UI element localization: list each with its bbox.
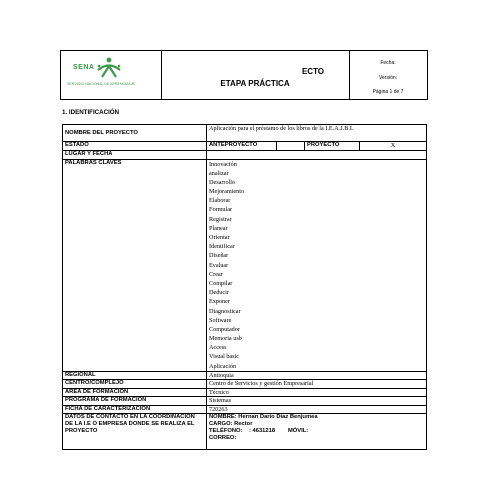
lugar-value: [207, 150, 427, 159]
logo-subtitle: SERVICIO NACIONAL DE APRENDIZAJE: [67, 82, 135, 86]
meta-cell: [349, 51, 427, 99]
keyword-item: Innovación: [209, 160, 237, 168]
telefono-value: : 4631218: [248, 428, 276, 435]
centro-label: CENTRO/COMPLEJO: [63, 380, 207, 389]
keywords-list: [209, 160, 424, 371]
logo-wordmark: SENA: [73, 64, 95, 71]
keyword-item: Aplicación: [209, 362, 237, 370]
keyword-item: Planear: [209, 224, 228, 232]
contacto-cargo: CARGO: Rector: [209, 421, 253, 428]
contacto-label: DATOS DE CONTACTO EN LA COORDINACIÓN DE LA I.E O EMPRESA DONDE SE REALIZA EL PROYECTO: [63, 414, 207, 450]
contacto-nombre: NOMBRE: Hernan Darío Díaz Benjumea: [209, 414, 318, 421]
fecha-label: Fecha:: [380, 60, 396, 66]
keyword-item: Compilar: [209, 279, 233, 287]
identification-table: [62, 124, 427, 450]
document-header: [60, 50, 428, 100]
proyecto-mark: X: [360, 142, 427, 151]
ficha-value: 720263: [207, 405, 427, 414]
title-line-1: ECTO: [301, 67, 325, 76]
contacto-telefono: [209, 428, 424, 435]
contacto-correo: CORREO:: [209, 435, 237, 442]
telefono-label: TELÉFONO:: [209, 428, 243, 435]
keyword-item: Orientar: [209, 234, 230, 241]
title-line-2: ETAPA PRÁCTICA: [220, 79, 290, 88]
keyword-item: Diseñar: [209, 252, 229, 260]
nombre-label: NOMBRE DEL PROYECTO: [63, 125, 207, 142]
anteproyecto-label: ANTEPROYECTO: [207, 142, 277, 151]
anteproyecto-mark: [277, 142, 305, 151]
keyword-item: analizar: [209, 169, 229, 177]
contacto-value: [207, 414, 427, 450]
keyword-item: Elaborar: [209, 197, 231, 205]
keyword-item: Access: [209, 344, 227, 352]
nombre-value: Aplicación para el préstamo de los libros de la I.E.A.J.B.L: [207, 125, 427, 142]
keyword-item: Diagnosticar: [209, 307, 241, 315]
keyword-item: Computador: [209, 325, 240, 333]
proyecto-label: PROYECTO: [305, 142, 360, 151]
keyword-item: Formular: [209, 206, 233, 214]
lugar-label: LUGAR Y FECHA: [63, 150, 207, 159]
programa-label: PROGRAMA DE FORMACIÓN: [63, 397, 207, 406]
ficha-label: FICHA DE CARACTERIZACIÓN: [63, 405, 207, 414]
keyword-item: Evaluar: [209, 261, 229, 269]
keyword-item: Mejoramiento: [209, 188, 245, 196]
page-number: Página 1 de 7: [372, 89, 404, 95]
keyword-item: Crear: [209, 270, 223, 278]
keyword-item: Registrar: [209, 215, 232, 223]
area-value: Técnico: [207, 388, 427, 397]
keyword-item: Identificar: [209, 243, 235, 251]
estado-label: ESTADO: [63, 142, 207, 151]
title-cell: [161, 51, 350, 99]
programa-value: Sistemas: [207, 397, 427, 406]
regional-value: Antioquia: [207, 371, 427, 380]
section-heading: 1. IDENTIFICACIÓN: [62, 109, 120, 116]
keyword-item: Software: [209, 316, 232, 324]
keyword-item: Memoria usb: [209, 335, 242, 343]
centro-value: Centro de Servicios y gestión Empresarial: [207, 380, 427, 389]
regional-label: REGIONAL: [63, 371, 207, 380]
version-label: Versión:: [378, 75, 398, 81]
movil-label: MÓVIL:: [287, 428, 309, 435]
keyword-item: Deducir: [209, 289, 229, 297]
area-label: ÁREA DE FORMACIÓN: [63, 388, 207, 397]
keywords-cell: [207, 159, 427, 371]
keyword-item: Exponer: [209, 298, 230, 306]
sena-logo-icon: [95, 57, 123, 79]
keyword-item: Visual basic: [209, 353, 240, 361]
logo-cell: [61, 51, 162, 99]
palabras-label: PALABRAS CLAVES: [63, 159, 207, 371]
keyword-item: Desarrollo: [209, 178, 236, 186]
